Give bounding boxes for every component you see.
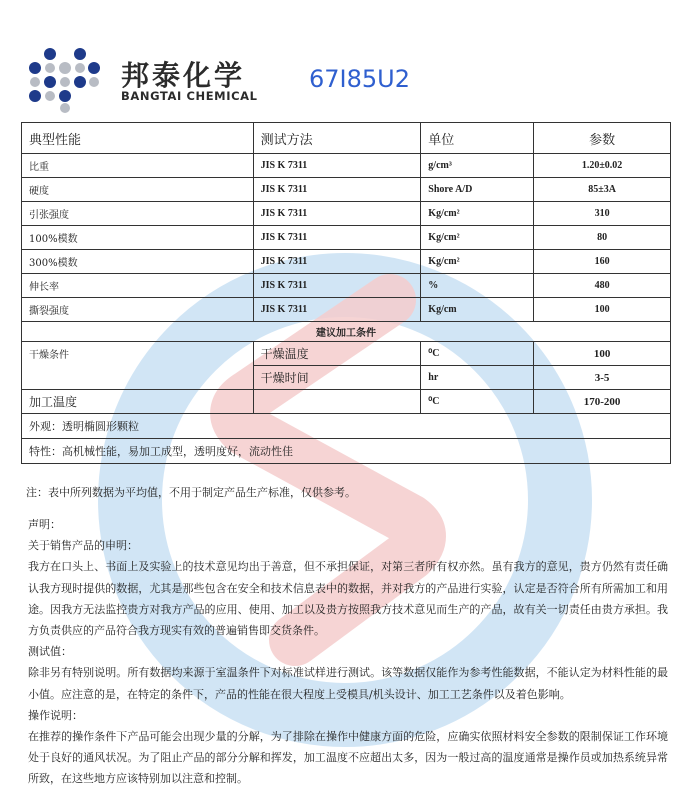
drying-unit: hr [421, 366, 534, 390]
row-unit: Kg/cm² [421, 226, 534, 250]
properties-row [22, 439, 671, 464]
row-method: JIS K 7311 [253, 226, 421, 250]
header-unit: 单位 [421, 123, 534, 154]
test-text: 除非另有特别说明。所有数据均来源于室温条件下对标准试样进行测试。该等数据仅能作为参考性能数据，不能认定为材料性能的最小值。应注意的是，在特定的条件下，产品的性能在很大程度上受模具/机头设计、加工工艺条件以及着色影响。 [28, 666, 668, 701]
row-unit: Kg/cm² [421, 250, 534, 274]
row-unit: Kg/cm² [421, 202, 534, 226]
drying-param: 干燥温度 [253, 342, 421, 366]
row-value: 1.20±0.02 [534, 154, 671, 178]
table-row [22, 202, 671, 226]
row-value: 100 [534, 298, 671, 322]
brand-name-cn: 邦泰化学 [121, 59, 246, 92]
table-row [22, 226, 671, 250]
row-value: 310 [534, 202, 671, 226]
table-row [22, 154, 671, 178]
header-value: 参数 [534, 123, 671, 154]
op-text: 在推荐的操作条件下产品可能会出现少量的分解，为了排除在操作中健康方面的危险，应确实依照材料安全参数的限制保证工作环境处于良好的通风状况。为了阻止产品的部分分解和挥发，加工温度不应超出太多，因为一般过高的温度通常是操作员或加热系统异常所致，在这些地方应该特别加以注意和控制。 [28, 730, 668, 786]
row-property: 比重 [22, 154, 254, 178]
declaration-title: 声明： [28, 518, 61, 531]
appearance-row [22, 414, 671, 439]
row-property: 300%模数 [22, 250, 254, 274]
row-unit: Shore A/D [421, 178, 534, 202]
table-row [22, 274, 671, 298]
row-method: JIS K 7311 [253, 298, 421, 322]
drying-value: 100 [534, 342, 671, 366]
processing-temp-unit: ⁰C [421, 390, 534, 414]
row-value: 85±3A [534, 178, 671, 202]
processing-section-row [22, 322, 671, 342]
drying-label: 干燥条件 [22, 342, 254, 390]
drying-unit: ⁰C [421, 342, 534, 366]
row-property: 引张强度 [22, 202, 254, 226]
row-method: JIS K 7311 [253, 274, 421, 298]
processing-temp-label: 加工温度 [22, 390, 254, 414]
table-header-row [22, 123, 671, 154]
processing-title: 建议加工条件 [22, 322, 671, 342]
row-property: 撕裂强度 [22, 298, 254, 322]
row-method: JIS K 7311 [253, 202, 421, 226]
molecule-dots-logo [28, 42, 100, 114]
processing-temp-value: 170-200 [534, 390, 671, 414]
row-property: 硬度 [22, 178, 254, 202]
header [28, 42, 658, 112]
header-method: 测试方法 [253, 123, 421, 154]
brand-name-en: BANGTAI CHEMICAL [121, 89, 258, 103]
row-property: 伸长率 [22, 274, 254, 298]
sales-text: 我方在口头上、书面上及实验上的技术意见均出于善意，但不承担保证，对第三者所有权亦然。虽有我方的意见，贵方仍然有责任确认我方现时提供的数据，尤其是那些包含在安全和技术信息表中的数据，并对我方的产品进行实验，认定是否符合所有所需加工和用途。因我方无法监控贵方对我方产品的应用、使用、加工以及贵方按照我方技术意见而生产的产品，故有关一切责任由贵方承担。我方负责供应的产品符合我方现实有效的普遍销售即交货条件。 [28, 560, 668, 638]
processing-temp-method [253, 390, 421, 414]
drying-value: 3-5 [534, 366, 671, 390]
declaration [28, 514, 668, 790]
row-unit: Kg/cm [421, 298, 534, 322]
row-method: JIS K 7311 [253, 250, 421, 274]
table-row [22, 298, 671, 322]
table-note: 注：表中所列数据为平均值，不用于制定产品生产标准，仅供参考。 [26, 486, 356, 499]
header-property: 典型性能 [22, 123, 254, 154]
row-value: 480 [534, 274, 671, 298]
row-unit: g/cm³ [421, 154, 534, 178]
row-value: 160 [534, 250, 671, 274]
appearance-text: 外观：透明椭圆形颗粒 [22, 414, 671, 439]
drying-row [22, 342, 671, 366]
row-method: JIS K 7311 [253, 154, 421, 178]
row-method: JIS K 7311 [253, 178, 421, 202]
processing-temp-row [22, 390, 671, 414]
row-value: 80 [534, 226, 671, 250]
product-code: 67I85U2 [309, 65, 410, 93]
op-title: 操作说明： [28, 708, 83, 722]
table-row [22, 178, 671, 202]
table-row [22, 250, 671, 274]
drying-param: 干燥时间 [253, 366, 421, 390]
spec-table [21, 122, 671, 464]
row-unit: % [421, 274, 534, 298]
row-property: 100%模数 [22, 226, 254, 250]
properties-text: 特性：高机械性能，易加工成型，透明度好，流动性佳 [22, 439, 671, 464]
test-title: 测试值： [28, 645, 72, 659]
sales-title: 关于销售产品的申明： [28, 539, 138, 553]
